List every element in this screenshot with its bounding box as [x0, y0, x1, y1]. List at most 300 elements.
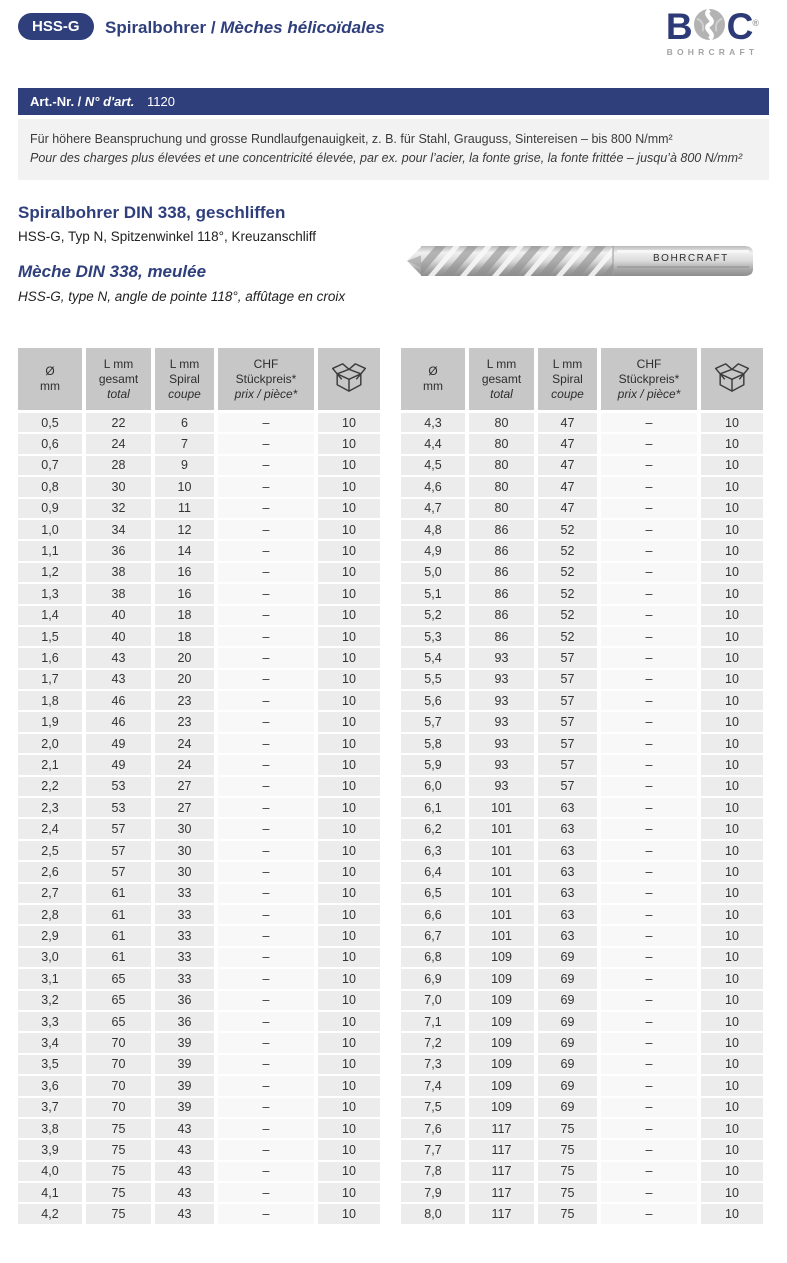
diameter-cell: 4,0	[18, 1162, 82, 1181]
length-total-cell: 70	[86, 1076, 151, 1095]
price-cell: –	[601, 1098, 697, 1117]
table-row	[401, 691, 763, 710]
length-total-cell: 93	[469, 734, 534, 753]
length-spiral-cell: 69	[538, 1012, 597, 1031]
drill-cross-section-icon	[693, 8, 726, 46]
diameter-cell: 1,6	[18, 648, 82, 667]
length-spiral-cell: 33	[155, 948, 214, 967]
diameter-cell: 6,9	[401, 969, 465, 988]
diameter-cell: 1,2	[18, 563, 82, 582]
length-total-cell: 43	[86, 670, 151, 689]
length-spiral-cell: 69	[538, 1076, 597, 1095]
header-price: CHF Stückpreis* prix / pièce*	[601, 348, 697, 410]
length-spiral-cell: 33	[155, 884, 214, 903]
pack-qty-cell: 10	[318, 1055, 380, 1074]
page-title-de: Spiralbohrer	[105, 18, 207, 37]
table-row	[401, 413, 763, 432]
diameter-cell: 7,7	[401, 1140, 465, 1159]
description-de: Für höhere Beanspruchung und grosse Rundlaufgenauigkeit, z. B. für Stahl, Grauguss, Sintereisen – bis 800 N/mm²	[30, 132, 673, 146]
length-total-cell: 70	[86, 1033, 151, 1052]
diameter-cell: 3,2	[18, 991, 82, 1010]
length-spiral-cell: 27	[155, 798, 214, 817]
length-total-cell: 49	[86, 734, 151, 753]
table-body	[18, 413, 380, 1224]
diameter-cell: 1,7	[18, 670, 82, 689]
header-pack-qty	[318, 348, 380, 410]
table-row	[401, 862, 763, 881]
table-row	[18, 926, 380, 945]
table-row	[401, 1098, 763, 1117]
price-cell: –	[218, 1076, 314, 1095]
length-total-cell: 101	[469, 841, 534, 860]
diameter-cell: 5,2	[401, 606, 465, 625]
length-spiral-cell: 63	[538, 841, 597, 860]
diameter-cell: 7,1	[401, 1012, 465, 1031]
length-spiral-cell: 47	[538, 456, 597, 475]
table-row	[18, 819, 380, 838]
length-total-cell: 109	[469, 1055, 534, 1074]
length-spiral-cell: 75	[538, 1162, 597, 1181]
diameter-cell: 6,8	[401, 948, 465, 967]
length-total-cell: 22	[86, 413, 151, 432]
price-cell: –	[218, 991, 314, 1010]
length-total-cell: 65	[86, 1012, 151, 1031]
table-row	[401, 1033, 763, 1052]
registered-mark: ®	[752, 18, 759, 28]
pack-qty-cell: 10	[318, 798, 380, 817]
price-cell: –	[218, 862, 314, 881]
pack-qty-cell: 10	[701, 755, 763, 774]
diameter-cell: 1,3	[18, 584, 82, 603]
length-spiral-cell: 57	[538, 648, 597, 667]
length-total-cell: 93	[469, 648, 534, 667]
pack-qty-cell: 10	[701, 1055, 763, 1074]
length-total-cell: 80	[469, 434, 534, 453]
price-cell: –	[218, 499, 314, 518]
table-row	[401, 755, 763, 774]
length-spiral-cell: 57	[538, 670, 597, 689]
diameter-cell: 7,0	[401, 991, 465, 1010]
logo-letter-b: B	[665, 6, 692, 47]
table-body	[401, 413, 763, 1224]
length-total-cell: 49	[86, 755, 151, 774]
price-cell: –	[601, 413, 697, 432]
table-row	[18, 905, 380, 924]
length-total-cell: 57	[86, 841, 151, 860]
pack-qty-cell: 10	[318, 819, 380, 838]
table-row	[18, 670, 380, 689]
pack-qty-cell: 10	[318, 584, 380, 603]
table-row	[401, 520, 763, 539]
table-row	[401, 819, 763, 838]
diameter-cell: 5,7	[401, 712, 465, 731]
pack-qty-cell: 10	[701, 1204, 763, 1223]
table-row	[401, 477, 763, 496]
table-row	[18, 969, 380, 988]
length-total-cell: 53	[86, 798, 151, 817]
price-cell: –	[218, 755, 314, 774]
diameter-cell: 0,7	[18, 456, 82, 475]
length-spiral-cell: 39	[155, 1076, 214, 1095]
pack-qty-cell: 10	[701, 1183, 763, 1202]
pack-qty-cell: 10	[318, 712, 380, 731]
pack-qty-cell: 10	[701, 1033, 763, 1052]
table-row	[18, 499, 380, 518]
table-row	[18, 777, 380, 796]
diameter-cell: 3,3	[18, 1012, 82, 1031]
bohrcraft-logo	[666, 8, 759, 57]
length-total-cell: 38	[86, 563, 151, 582]
length-spiral-cell: 47	[538, 413, 597, 432]
diameter-cell: 1,5	[18, 627, 82, 646]
length-total-cell: 109	[469, 1012, 534, 1031]
table-row	[401, 606, 763, 625]
diameter-cell: 4,6	[401, 477, 465, 496]
length-spiral-cell: 69	[538, 1033, 597, 1052]
pack-qty-cell: 10	[701, 819, 763, 838]
table-row	[18, 734, 380, 753]
diameter-cell: 7,6	[401, 1119, 465, 1138]
pack-qty-cell: 10	[318, 991, 380, 1010]
length-total-cell: 80	[469, 499, 534, 518]
length-spiral-cell: 63	[538, 819, 597, 838]
pack-qty-cell: 10	[318, 606, 380, 625]
length-total-cell: 40	[86, 606, 151, 625]
length-total-cell: 40	[86, 627, 151, 646]
length-total-cell: 28	[86, 456, 151, 475]
table-row	[18, 1076, 380, 1095]
diameter-cell: 0,8	[18, 477, 82, 496]
price-cell: –	[601, 841, 697, 860]
length-spiral-cell: 63	[538, 798, 597, 817]
pack-qty-cell: 10	[318, 1098, 380, 1117]
length-total-cell: 93	[469, 712, 534, 731]
length-total-cell: 109	[469, 991, 534, 1010]
diameter-cell: 1,4	[18, 606, 82, 625]
length-total-cell: 57	[86, 862, 151, 881]
diameter-cell: 5,9	[401, 755, 465, 774]
pack-qty-cell: 10	[701, 691, 763, 710]
length-total-cell: 75	[86, 1183, 151, 1202]
price-cell: –	[218, 691, 314, 710]
diameter-cell: 4,1	[18, 1183, 82, 1202]
table-row	[18, 627, 380, 646]
length-total-cell: 86	[469, 563, 534, 582]
length-spiral-cell: 33	[155, 969, 214, 988]
price-cell: –	[601, 670, 697, 689]
length-total-cell: 109	[469, 948, 534, 967]
table-row	[401, 841, 763, 860]
diameter-cell: 8,0	[401, 1204, 465, 1223]
price-cell: –	[218, 413, 314, 432]
length-total-cell: 46	[86, 712, 151, 731]
length-spiral-cell: 69	[538, 969, 597, 988]
length-total-cell: 46	[86, 691, 151, 710]
pack-qty-cell: 10	[701, 1076, 763, 1095]
table-row	[18, 413, 380, 432]
length-total-cell: 53	[86, 777, 151, 796]
table-row	[401, 884, 763, 903]
length-total-cell: 117	[469, 1204, 534, 1223]
table-row	[401, 584, 763, 603]
diameter-cell: 7,3	[401, 1055, 465, 1074]
pack-qty-cell: 10	[701, 712, 763, 731]
price-cell: –	[601, 520, 697, 539]
table-row	[18, 798, 380, 817]
table-row	[401, 434, 763, 453]
length-spiral-cell: 39	[155, 1055, 214, 1074]
price-cell: –	[601, 456, 697, 475]
diameter-cell: 2,7	[18, 884, 82, 903]
length-total-cell: 109	[469, 1076, 534, 1095]
pack-qty-cell: 10	[318, 926, 380, 945]
length-spiral-cell: 57	[538, 734, 597, 753]
diameter-cell: 6,4	[401, 862, 465, 881]
price-cell: –	[601, 477, 697, 496]
length-spiral-cell: 27	[155, 777, 214, 796]
price-cell: –	[218, 1119, 314, 1138]
pack-qty-cell: 10	[701, 777, 763, 796]
diameter-cell: 6,5	[401, 884, 465, 903]
price-cell: –	[218, 798, 314, 817]
product-subtitle-de: HSS-G, Typ N, Spitzenwinkel 118°, Kreuzanschliff	[18, 229, 317, 244]
pack-qty-cell: 10	[701, 648, 763, 667]
table-row	[401, 905, 763, 924]
length-total-cell: 86	[469, 584, 534, 603]
box-icon	[712, 359, 752, 400]
price-cell: –	[218, 884, 314, 903]
length-total-cell: 117	[469, 1162, 534, 1181]
table-row	[401, 627, 763, 646]
art-label-de: Art.-Nr. /	[30, 94, 82, 109]
length-total-cell: 65	[86, 991, 151, 1010]
table-row	[401, 1183, 763, 1202]
price-cell: –	[218, 456, 314, 475]
price-cell: –	[601, 541, 697, 560]
price-cell: –	[601, 1012, 697, 1031]
logo-letters	[666, 8, 759, 46]
header-price: CHF Stückpreis* prix / pièce*	[218, 348, 314, 410]
header-length-total: L mm gesamt total	[86, 348, 151, 410]
table-row	[18, 477, 380, 496]
table-row	[401, 798, 763, 817]
pack-qty-cell: 10	[701, 413, 763, 432]
price-cell: –	[601, 584, 697, 603]
price-cell: –	[218, 1162, 314, 1181]
length-spiral-cell: 23	[155, 712, 214, 731]
price-cell: –	[218, 734, 314, 753]
length-spiral-cell: 33	[155, 905, 214, 924]
pack-qty-cell: 10	[701, 1119, 763, 1138]
pack-qty-cell: 10	[701, 584, 763, 603]
length-spiral-cell: 16	[155, 584, 214, 603]
table-row	[18, 755, 380, 774]
length-total-cell: 86	[469, 520, 534, 539]
length-total-cell: 61	[86, 905, 151, 924]
product-title-de: Spiralbohrer DIN 338, geschliffen	[18, 203, 286, 222]
pack-qty-cell: 10	[318, 499, 380, 518]
diameter-cell: 2,2	[18, 777, 82, 796]
table-header	[401, 348, 763, 410]
length-total-cell: 80	[469, 477, 534, 496]
article-number-bar	[18, 88, 769, 115]
diameter-cell: 6,1	[401, 798, 465, 817]
table-row	[401, 948, 763, 967]
length-spiral-cell: 75	[538, 1204, 597, 1223]
table-row	[401, 499, 763, 518]
length-total-cell: 75	[86, 1119, 151, 1138]
length-spiral-cell: 39	[155, 1098, 214, 1117]
length-spiral-cell: 43	[155, 1183, 214, 1202]
length-total-cell: 93	[469, 777, 534, 796]
diameter-cell: 2,1	[18, 755, 82, 774]
diameter-cell: 2,4	[18, 819, 82, 838]
header-length-total: L mm gesamt total	[469, 348, 534, 410]
table-row	[18, 541, 380, 560]
table-row	[401, 1204, 763, 1223]
length-spiral-cell: 36	[155, 1012, 214, 1031]
table-row	[18, 1140, 380, 1159]
table-row	[401, 670, 763, 689]
logo-letter-c: C	[726, 6, 753, 47]
diameter-cell: 3,1	[18, 969, 82, 988]
diameter-cell: 1,0	[18, 520, 82, 539]
article-number: 1120	[147, 94, 175, 109]
length-spiral-cell: 18	[155, 606, 214, 625]
pack-qty-cell: 10	[318, 969, 380, 988]
length-total-cell: 75	[86, 1204, 151, 1223]
table-row	[18, 456, 380, 475]
pack-qty-cell: 10	[318, 1162, 380, 1181]
length-spiral-cell: 52	[538, 627, 597, 646]
length-total-cell: 34	[86, 520, 151, 539]
price-cell: –	[218, 1098, 314, 1117]
length-spiral-cell: 69	[538, 1098, 597, 1117]
price-cell: –	[601, 563, 697, 582]
price-cell: –	[601, 991, 697, 1010]
diameter-cell: 7,9	[401, 1183, 465, 1202]
diameter-cell: 4,7	[401, 499, 465, 518]
length-total-cell: 24	[86, 434, 151, 453]
length-spiral-cell: 16	[155, 563, 214, 582]
table-row	[401, 969, 763, 988]
price-cell: –	[601, 1140, 697, 1159]
pack-qty-cell: 10	[318, 413, 380, 432]
length-total-cell: 80	[469, 413, 534, 432]
length-total-cell: 70	[86, 1055, 151, 1074]
art-label-fr: N° d'art.	[84, 94, 135, 109]
length-spiral-cell: 52	[538, 584, 597, 603]
header-length-spiral: L mm Spiral coupe	[155, 348, 214, 410]
price-cell: –	[218, 563, 314, 582]
table-row	[18, 691, 380, 710]
length-spiral-cell: 75	[538, 1140, 597, 1159]
diameter-cell: 6,2	[401, 819, 465, 838]
price-cell: –	[218, 434, 314, 453]
diameter-cell: 0,9	[18, 499, 82, 518]
price-cell: –	[218, 541, 314, 560]
diameter-cell: 2,5	[18, 841, 82, 860]
table-row	[18, 712, 380, 731]
price-cell: –	[218, 477, 314, 496]
pack-qty-cell: 10	[318, 1076, 380, 1095]
price-cell: –	[218, 648, 314, 667]
length-total-cell: 101	[469, 884, 534, 903]
length-total-cell: 117	[469, 1140, 534, 1159]
diameter-cell: 5,4	[401, 648, 465, 667]
price-cell: –	[601, 819, 697, 838]
pack-qty-cell: 10	[701, 862, 763, 881]
length-spiral-cell: 6	[155, 413, 214, 432]
price-cell: –	[601, 969, 697, 988]
page-title-divider: /	[206, 18, 221, 37]
pack-qty-cell: 10	[318, 862, 380, 881]
length-total-cell: 86	[469, 541, 534, 560]
table-row	[18, 606, 380, 625]
length-total-cell: 109	[469, 1098, 534, 1117]
length-total-cell: 101	[469, 819, 534, 838]
pack-qty-cell: 10	[318, 648, 380, 667]
length-spiral-cell: 7	[155, 434, 214, 453]
pack-qty-cell: 10	[701, 884, 763, 903]
header-diameter: Ø mm	[18, 348, 82, 410]
diameter-cell: 4,3	[401, 413, 465, 432]
table-row	[401, 712, 763, 731]
pack-qty-cell: 10	[318, 541, 380, 560]
price-cell: –	[601, 434, 697, 453]
diameter-cell: 3,9	[18, 1140, 82, 1159]
length-total-cell: 65	[86, 969, 151, 988]
diameter-cell: 0,5	[18, 413, 82, 432]
table-row	[18, 991, 380, 1010]
price-cell: –	[218, 1055, 314, 1074]
drill-bit-image	[403, 231, 759, 294]
table-row	[18, 1055, 380, 1074]
table-row	[401, 1012, 763, 1031]
pack-qty-cell: 10	[318, 884, 380, 903]
pack-qty-cell: 10	[701, 798, 763, 817]
pack-qty-cell: 10	[318, 627, 380, 646]
pack-qty-cell: 10	[701, 969, 763, 988]
price-cell: –	[218, 1204, 314, 1223]
table-row	[401, 1119, 763, 1138]
length-spiral-cell: 20	[155, 648, 214, 667]
diameter-cell: 6,3	[401, 841, 465, 860]
price-cell: –	[601, 905, 697, 924]
length-spiral-cell: 30	[155, 819, 214, 838]
length-spiral-cell: 75	[538, 1183, 597, 1202]
table-row	[18, 948, 380, 967]
table-row	[401, 1162, 763, 1181]
table-row	[401, 563, 763, 582]
pack-qty-cell: 10	[318, 755, 380, 774]
length-spiral-cell: 18	[155, 627, 214, 646]
price-cell: –	[601, 691, 697, 710]
pack-qty-cell: 10	[701, 841, 763, 860]
diameter-cell: 7,8	[401, 1162, 465, 1181]
pack-qty-cell: 10	[318, 1204, 380, 1223]
length-spiral-cell: 33	[155, 926, 214, 945]
length-total-cell: 70	[86, 1098, 151, 1117]
length-spiral-cell: 69	[538, 948, 597, 967]
pack-qty-cell: 10	[318, 948, 380, 967]
product-block	[18, 203, 408, 304]
pack-qty-cell: 10	[701, 1162, 763, 1181]
length-spiral-cell: 43	[155, 1162, 214, 1181]
table-row	[401, 456, 763, 475]
pack-qty-cell: 10	[318, 1012, 380, 1031]
table-row	[18, 1098, 380, 1117]
